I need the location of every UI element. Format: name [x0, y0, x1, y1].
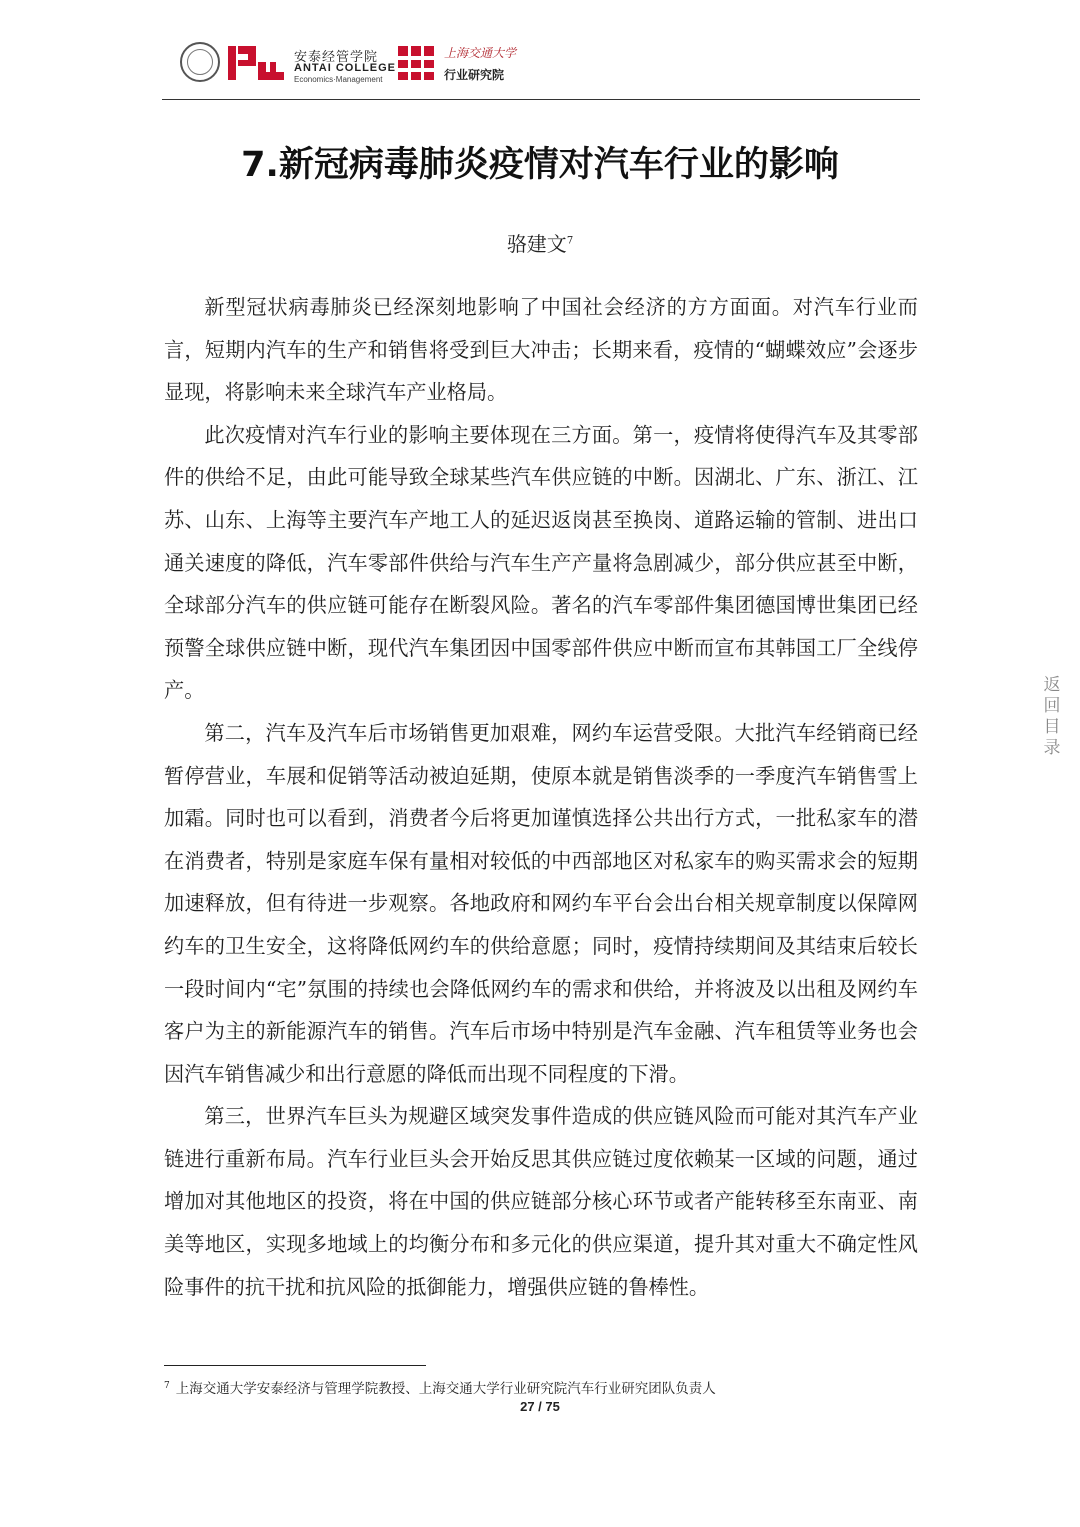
university-script-name: 上海交通大学 — [444, 46, 517, 60]
article-author — [0, 228, 1080, 257]
footnote-text: 上海交通大学安泰经济与管理学院教授、上海交通大学行业研究院汽车行业研究团队负责人 — [175, 1381, 716, 1397]
paragraph: 新型冠状病毒肺炎已经深刻地影响了中国社会经济的方方面面。对汽车行业而言，短期内汽车的生产和销售将受到巨大冲击；长期来看，疫情的“蝴蝶效应”会逐步显现，将影响未来全球汽车产业格局。 — [164, 295, 918, 405]
institute-name: 行业研究院 — [444, 68, 505, 82]
back-to-contents-link[interactable]: 返回目录 — [1043, 675, 1061, 758]
paragraph: 第三，世界汽车巨头为规避区域突发事件造成的供应链风险而可能对其汽车产业链进行重新布局。汽车行业巨头会开始反思其供应链过度依赖某一区域的问题，通过增加对其他地区的投资，将在中国的供应链部分核心环节或者产能转移至东南亚、南美等地区，实现多地域上的均衡分布和多元化的供应渠道，提升其对重大不确定性风险事件的抗干扰和抗风险的抵御能力，增强供应链的鲁棒性。 — [164, 1104, 918, 1299]
college-subtitle-en: Economics·Management — [294, 75, 383, 84]
header-divider — [162, 99, 920, 100]
page-header — [162, 30, 920, 100]
paragraph: 第二，汽车及汽车后市场销售更加艰难，网约车运营受限。大批汽车经销商已经暂停营业，车展和促销等活动被迫延期，使原本就是销售淡季的一季度汽车销售雪上加霜。同时也可以看到，消费者今后将更加谨慎选择公共出行方式，一批私家车的潜在消费者，特别是家庭车保有量相对较低的中西部地区对私家车的购买需求会的短期加速释放，但有待进一步观察。各地政府和网约车平台会出台相关规章制度以保障网约车的卫生安全，这将降低网约车的供给意愿；同时，疫情持续期间及其结束后较长一段时间内“宅”氛围的持续也会降低网约车的需求和供给，并将波及以出租及网约车客户为主的新能源汽车的销售。汽车后市场中特别是汽车金融、汽车租赁等业务也会因汽车销售减少和出行意愿的降低而出现不同程度的下滑。 — [164, 720, 918, 1086]
article-title: 7.新冠病毒肺炎疫情对汽车行业的影响 — [241, 145, 839, 185]
college-name-en: ANTAI COLLEGE — [294, 62, 397, 74]
university-seal-logo — [180, 42, 220, 82]
institute-logo — [396, 42, 436, 84]
footnote-divider — [164, 1365, 426, 1366]
article-body — [164, 286, 918, 1308]
author-footnote-mark: 7 — [566, 235, 574, 247]
paragraph: 此次疫情对汽车行业的影响主要体现在三方面。第一，疫情将使得汽车及其零部件的供给不足，由此可能导致全球某些汽车供应链的中断。因湖北、广东、浙江、江苏、山东、上海等主要汽车产地工人的延迟返岗甚至换岗、道路运输的管制、进出口通关速度的降低，汽车零部件供给与汽车生产产量将急剧减少，部分供应甚至中断，全球部分汽车的供应链可能存在断裂风险。著名的汽车零部件集团德国博世集团已经预警全球供应链中断，现代汽车集团因中国零部件供应中断而宣布其韩国工厂全线停产。 — [164, 422, 918, 703]
page-number: 27 / 75 — [520, 1399, 560, 1414]
acem-logo — [226, 42, 286, 84]
college-name-cn: 安泰经管学院 — [294, 50, 379, 65]
footnote-mark: 7 — [164, 1380, 170, 1391]
author-name: 骆建文 — [506, 232, 567, 256]
footnote — [164, 1377, 716, 1397]
